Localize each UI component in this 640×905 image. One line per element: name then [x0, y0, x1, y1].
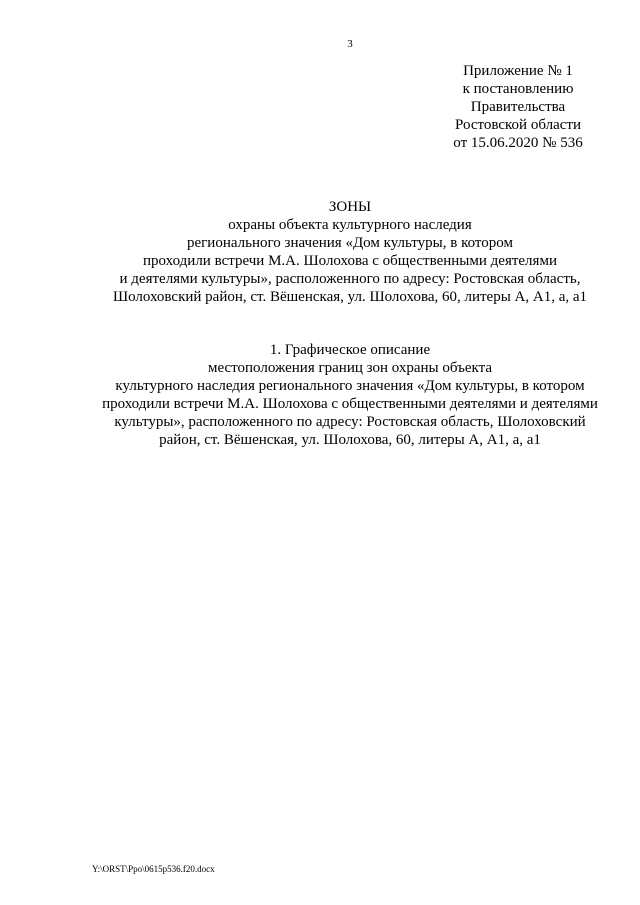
- appendix-line: к постановлению: [462, 81, 574, 97]
- section-heading-block: [60, 341, 640, 449]
- document-title: ЗОНЫ: [328, 199, 372, 215]
- document-title-block: [60, 198, 640, 306]
- appendix-line: Ростовской области: [455, 117, 581, 133]
- section-heading-line: культурного наследия регионального значения «Дом культуры, в котором: [115, 378, 585, 394]
- section-heading-line: 1. Графическое описание: [269, 342, 431, 358]
- footer-file-path: Y:\ORST\Ppo\0615p536.f20.docx: [92, 864, 215, 874]
- appendix-line: Правительства: [470, 99, 566, 115]
- appendix-line: от 15.06.2020 № 536: [453, 135, 583, 151]
- document-subtitle-line: и деятелями культуры», расположенного по адресу: Ростовская область,: [119, 271, 581, 287]
- appendix-header: [430, 62, 606, 152]
- document-subtitle-line: Шолоховский район, ст. Вёшенская, ул. Шолохова, 60, литеры А, А1, а, а1: [112, 289, 588, 305]
- page-number: 3: [347, 38, 353, 50]
- section-heading-line: местоположения границ зон охраны объекта: [207, 360, 493, 376]
- section-heading-line: район, ст. Вёшенская, ул. Шолохова, 60, литеры А, А1, а, а1: [159, 432, 541, 448]
- appendix-line: Приложение № 1: [463, 63, 573, 79]
- section-heading-line: проходили встречи М.А. Шолохова с общественными деятелями и деятелями: [102, 396, 598, 412]
- document-subtitle-line: проходили встречи М.А. Шолохова с общественными деятелями: [143, 253, 557, 269]
- section-heading-line: культуры», расположенного по адресу: Ростовская область, Шолоховский: [114, 414, 586, 430]
- document-subtitle-line: охраны объекта культурного наследия: [228, 217, 472, 233]
- document-subtitle-line: регионального значения «Дом культуры, в котором: [187, 235, 513, 251]
